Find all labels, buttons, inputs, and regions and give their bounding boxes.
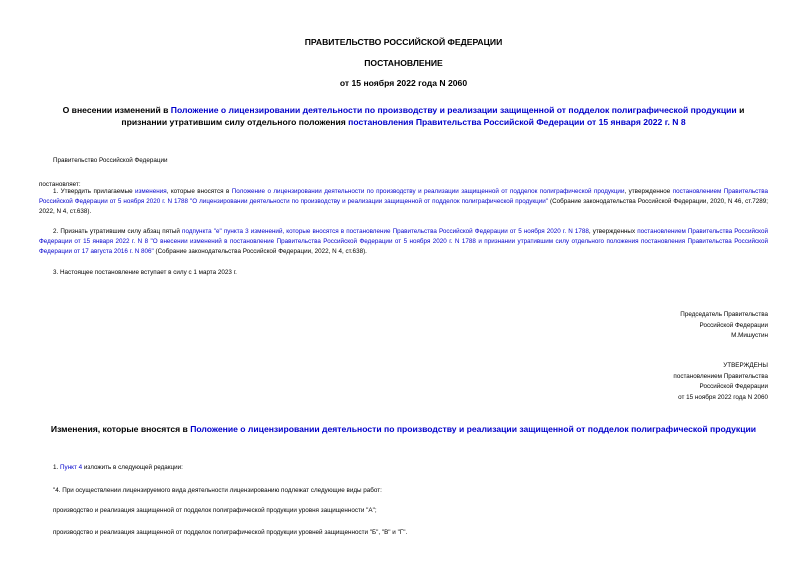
changes-title [20,423,787,435]
approval-date: от 15 ноября 2022 года N 2060 [678,393,768,401]
approval-heading: УТВЕРЖДЕНЫ [723,362,768,369]
paragraph-item-1 [39,187,768,217]
changes-paragraph-2: "4. При осуществлении лицензируемого вида деятельности лицензированию подлежат следующие виды работ: [53,487,382,494]
title-prefix: О внесении изменений в [62,105,171,115]
item2-text-2: , утвержденных [588,228,638,235]
government-line: Правительство Российской Федерации [53,157,168,164]
changes-p1-text: изложить в следующей редакции: [82,464,183,471]
changes-paragraph-3: производство и реализация защищенной от подделок полиграфической продукции уровня защищенности "А"; [53,507,377,514]
item1-text-3: , утвержденное [624,188,673,195]
issuer-heading: ПРАВИТЕЛЬСТВО РОССИЙСКОЙ ФЕДЕРАЦИИ [304,37,503,47]
signature-country: Российской Федерации [699,321,768,329]
signature-position: Председатель Правительства [680,311,768,318]
item1-link-changes[interactable]: изменения [135,188,167,195]
item1-link-resolution-1788[interactable]: постановлением Правительства Российской Федерации от 5 ноября 2020 г. N 1788 "О лицензировании деятельности по производству и реализации защищенной от подделок полиграфической продукции" [39,188,768,205]
item2-text-1: 2. Признать утратившим силу абзац пятый [53,228,183,235]
title-link-regulation[interactable]: Положение о лицензировании деятельности по производству и реализации защищенной от подделок полиграфической продукции [170,105,737,115]
item2-link-subparagraph[interactable]: подпункта "е" пункта 3 изменений, которые вносятся в постановление Правительства Российской Федерации от 5 ноября 2020 г. N 1788 [182,228,589,235]
document-title [40,104,767,128]
title-link-resolution[interactable]: постановления Правительства Российской Федерации от 15 января 2022 г. N 8 [348,117,686,127]
item1-text-1: 1. Утвердить прилагаемые [53,188,136,195]
document-type: ПОСТАНОВЛЕНИЕ [364,58,443,68]
changes-title-link[interactable]: Положение о лицензировании деятельности по производству и реализации защищенной от подделок полиграфической продукции [190,424,757,434]
resolves-line: постановляет: [39,181,81,188]
item1-link-regulation[interactable]: Положение о лицензировании деятельности по производству и реализации защищенной от подделок полиграфической продукции [231,188,625,195]
approval-block [673,361,768,403]
signature-name: М.Мишустин [731,332,768,339]
item2-link-resolution-8[interactable]: постановлением Правительства Российской Федерации от 15 января 2022 г. N 8 "О внесении изменений в постановление Правительства Российской Федерации от 5 ноября 2020 г. N 1788 и признании утратившим силу отдельного положения постановления Правительства Российской Федерации от 17 августа 2016 г. N 806" [39,228,768,255]
paragraph-item-3: 3. Настоящее постановление вступает в силу с 1 марта 2023 г. [53,269,237,276]
approval-country: Российской Федерации [699,383,768,390]
signature-block [680,310,768,342]
changes-p1-link-point-4[interactable]: Пункт 4 [60,464,83,471]
changes-paragraph-4: производство и реализация защищенной от подделок полиграфической продукции уровней защищенности "Б", "В" и "Г". [53,529,408,536]
paragraph-item-2 [39,227,768,257]
item1-text-2: , которые вносятся в [166,188,232,195]
approval-by: постановлением Правительства [673,372,768,380]
changes-p1-number: 1. [53,464,61,471]
item2-text-3: (Собрание законодательства Российской Федерации, 2022, N 4, ст.638). [153,248,367,255]
item1-text-4: (Собрание законодательства Российской Федерации, 2020, N 46, ст.7289; 2022, N 4, ст.638). [39,198,768,215]
changes-paragraph-1 [53,463,183,473]
changes-title-prefix: Изменения, которые вносятся в [50,424,191,434]
document-date-number: от 15 ноября 2022 года N 2060 [339,78,468,88]
title-middle: и признании утратившим силу отдельного положения [121,105,745,127]
